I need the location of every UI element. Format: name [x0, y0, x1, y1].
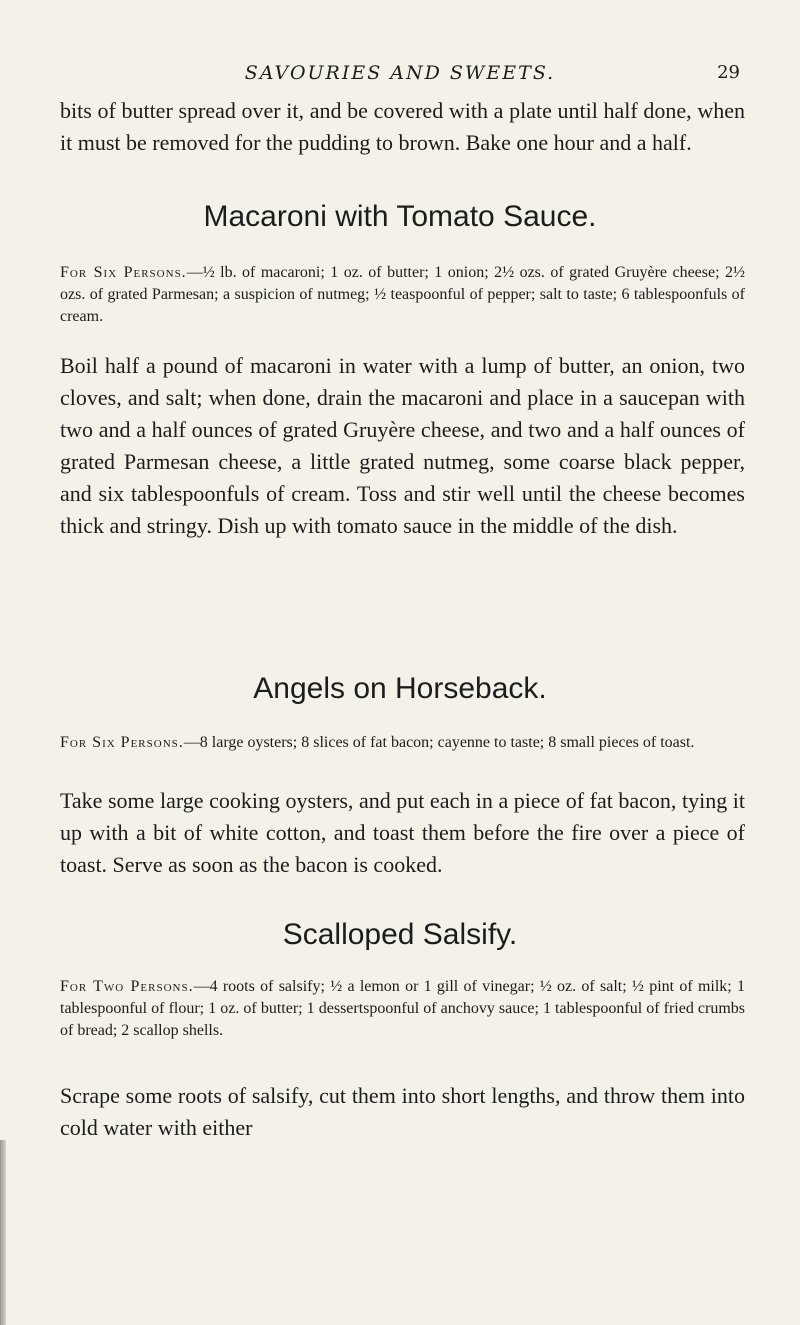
- intro-paragraph: bits of butter spread over it, and be covered with a plate until half done, when it must be removed for the pudding to brown. Bake one hour and a half.: [60, 98, 745, 155]
- recipe-title-salsify: Scalloped Salsify.: [282, 918, 518, 951]
- recipe-ingredients-salsify: [60, 976, 745, 1042]
- ingredients-list: —½ lb. of macaroni; 1 oz. of butter; 1 onion; 2½ ozs. of grated Gruyère cheese; 2½ ozs. of grated Parmesan; a suspicion of nutmeg; ½ teaspoonful of pepper; salt to taste; 6 tablespoonfuls of cream.: [60, 264, 746, 325]
- running-head: SAVOURIES AND SWEETS.: [244, 62, 556, 84]
- recipe-title-angels: Angels on Horseback.: [253, 672, 547, 705]
- ingredients-lead: For Six Persons.: [60, 264, 187, 281]
- recipe-method-macaroni: Boil half a pound of macaroni in water with a lump of butter, an onion, two cloves, and salt; when done, drain the macaroni and place in a saucepan with two and a half ounces of grated Gruyère cheese, and two and a half ounces of grated Parmesan cheese, a little grated nutmeg, some coarse black pepper, and six tablespoonfuls of cream. Toss and stir well until the cheese becomes thick and stringy. Dish up with tomato sauce in the middle of the dish.: [60, 353, 745, 538]
- ingredients-list: —8 large oysters; 8 slices of fat bacon; cayenne to taste; 8 small pieces of toast.: [183, 734, 695, 751]
- recipe-method-salsify: Scrape some roots of salsify, cut them into short lengths, and throw them into cold water with either: [60, 1083, 745, 1140]
- recipe-title-macaroni: Macaroni with Tomato Sauce.: [203, 200, 597, 233]
- page-number: 29: [717, 62, 740, 83]
- recipe-ingredients-angels: [60, 732, 745, 754]
- binding-shadow: [0, 1140, 6, 1325]
- ingredients-lead: For Six Persons.: [60, 734, 184, 751]
- ingredients-lead: For Two Persons.: [60, 978, 194, 995]
- recipe-ingredients-macaroni: [60, 262, 745, 328]
- recipe-method-angels: Take some large cooking oysters, and put each in a piece of fat bacon, tying it up with a bit of white cotton, and toast them before the fire over a piece of toast. Serve as soon as the bacon is cooked.: [60, 788, 745, 877]
- ingredients-list: —4 roots of salsify; ½ a lemon or 1 gill of vinegar; ½ oz. of salt; ½ pint of milk; 1 tablespoonful of flour; 1 oz. of butter; 1 dessertspoonful of anchovy sauce; 1 tablespoonful of fried crumbs of bread; 2 scallop shells.: [60, 978, 745, 1039]
